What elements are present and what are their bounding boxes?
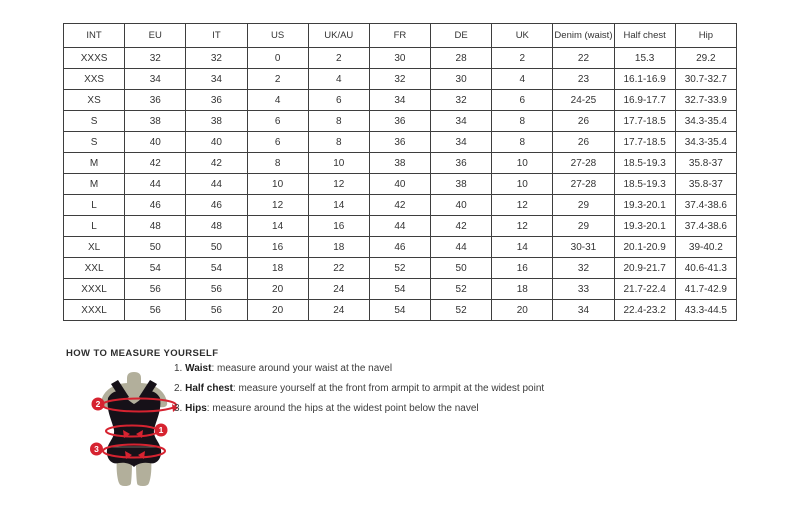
- step-term: Half chest: [185, 383, 233, 394]
- size-cell: 44: [125, 174, 186, 195]
- size-row: [64, 258, 737, 279]
- size-cell: 46: [125, 195, 186, 216]
- size-cell: XXXL: [64, 279, 125, 300]
- size-cell: 30-31: [553, 237, 614, 258]
- size-cell: 8: [308, 132, 369, 153]
- size-cell: XL: [64, 237, 125, 258]
- size-cell: 32: [369, 69, 430, 90]
- size-table: [63, 23, 737, 321]
- size-cell: 37.4-38.6: [675, 195, 736, 216]
- column-header: IT: [186, 24, 247, 48]
- size-cell: 20: [247, 279, 308, 300]
- size-cell: 28: [431, 48, 492, 69]
- size-cell: 42: [431, 216, 492, 237]
- measure-steps: [174, 363, 544, 423]
- column-header: Denim (waist): [553, 24, 614, 48]
- size-cell: 10: [492, 153, 553, 174]
- size-cell: 18: [308, 237, 369, 258]
- size-cell: 29: [553, 216, 614, 237]
- size-cell: 34: [431, 132, 492, 153]
- size-cell: 32.7-33.9: [675, 90, 736, 111]
- column-header: Hip: [675, 24, 736, 48]
- size-cell: 34: [125, 69, 186, 90]
- size-cell: 2: [308, 48, 369, 69]
- size-cell: 8: [492, 132, 553, 153]
- size-cell: 26: [553, 111, 614, 132]
- size-cell: 16.1-16.9: [614, 69, 675, 90]
- size-cell: 52: [369, 258, 430, 279]
- size-cell: 10: [492, 174, 553, 195]
- step-number: 1.: [174, 363, 186, 374]
- size-cell: L: [64, 216, 125, 237]
- size-cell: 30: [369, 48, 430, 69]
- size-cell: 24: [308, 300, 369, 321]
- size-cell: 32: [186, 48, 247, 69]
- size-cell: 46: [369, 237, 430, 258]
- size-cell: 18: [247, 258, 308, 279]
- header-row: [64, 24, 737, 48]
- size-cell: 56: [125, 279, 186, 300]
- size-cell: 34.3-35.4: [675, 111, 736, 132]
- size-cell: 24: [308, 279, 369, 300]
- size-table-head: [64, 24, 737, 48]
- size-cell: 12: [308, 174, 369, 195]
- size-row: [64, 300, 737, 321]
- size-cell: 22: [308, 258, 369, 279]
- size-cell: 38: [369, 153, 430, 174]
- step-text: : measure around the hips at the widest point below the navel: [206, 403, 479, 414]
- step-text: : measure around your waist at the navel: [211, 363, 393, 374]
- size-cell: 32: [125, 48, 186, 69]
- size-cell: 6: [308, 90, 369, 111]
- size-cell: 23: [553, 69, 614, 90]
- column-header: UK/AU: [308, 24, 369, 48]
- size-cell: 44: [186, 174, 247, 195]
- size-cell: 18.5-19.3: [614, 153, 675, 174]
- size-cell: 21.7-22.4: [614, 279, 675, 300]
- size-cell: 17.7-18.5: [614, 111, 675, 132]
- size-row: [64, 90, 737, 111]
- size-cell: 54: [369, 300, 430, 321]
- size-cell: M: [64, 174, 125, 195]
- size-cell: 12: [492, 216, 553, 237]
- size-cell: 12: [492, 195, 553, 216]
- size-cell: 56: [125, 300, 186, 321]
- size-cell: 40: [369, 174, 430, 195]
- column-header: UK: [492, 24, 553, 48]
- size-cell: 40: [186, 132, 247, 153]
- size-row: [64, 237, 737, 258]
- size-cell: 10: [308, 153, 369, 174]
- size-cell: 20.9-21.7: [614, 258, 675, 279]
- size-cell: 8: [308, 111, 369, 132]
- size-cell: 8: [492, 111, 553, 132]
- size-cell: XXXL: [64, 300, 125, 321]
- size-cell: 39-40.2: [675, 237, 736, 258]
- column-header: INT: [64, 24, 125, 48]
- size-cell: 14: [492, 237, 553, 258]
- size-cell: 8: [247, 153, 308, 174]
- size-cell: 54: [125, 258, 186, 279]
- measure-step: [174, 403, 544, 415]
- size-cell: 32: [553, 258, 614, 279]
- size-cell: 18: [492, 279, 553, 300]
- size-cell: XXL: [64, 258, 125, 279]
- badge-hips-label: 3: [94, 444, 99, 454]
- size-cell: 34: [553, 300, 614, 321]
- size-row: [64, 216, 737, 237]
- size-cell: 10: [247, 174, 308, 195]
- size-cell: 22: [553, 48, 614, 69]
- size-cell: 44: [431, 237, 492, 258]
- column-header: Half chest: [614, 24, 675, 48]
- mannequin-neck: [127, 372, 141, 386]
- size-cell: 19.3-20.1: [614, 216, 675, 237]
- size-cell: 42: [125, 153, 186, 174]
- size-cell: L: [64, 195, 125, 216]
- size-row: [64, 69, 737, 90]
- size-cell: 48: [186, 216, 247, 237]
- size-cell: 40: [431, 195, 492, 216]
- size-cell: 30.7-32.7: [675, 69, 736, 90]
- size-cell: 0: [247, 48, 308, 69]
- size-cell: XXXS: [64, 48, 125, 69]
- size-cell: S: [64, 132, 125, 153]
- size-cell: 20: [492, 300, 553, 321]
- size-cell: 34: [369, 90, 430, 111]
- size-cell: 20.1-20.9: [614, 237, 675, 258]
- size-cell: 38: [125, 111, 186, 132]
- size-cell: 37.4-38.6: [675, 216, 736, 237]
- size-cell: 50: [431, 258, 492, 279]
- size-cell: 26: [553, 132, 614, 153]
- step-term: Hips: [185, 403, 207, 414]
- size-row: [64, 153, 737, 174]
- size-row: [64, 195, 737, 216]
- size-cell: 35.8-37: [675, 153, 736, 174]
- size-cell: 18.5-19.3: [614, 174, 675, 195]
- size-cell: 24-25: [553, 90, 614, 111]
- size-table-body: [64, 48, 737, 321]
- size-cell: 30: [431, 69, 492, 90]
- size-cell: 56: [186, 279, 247, 300]
- size-cell: 54: [186, 258, 247, 279]
- size-cell: 22.4-23.2: [614, 300, 675, 321]
- column-header: FR: [369, 24, 430, 48]
- size-cell: 19.3-20.1: [614, 195, 675, 216]
- size-cell: 20: [247, 300, 308, 321]
- size-cell: 34: [186, 69, 247, 90]
- size-row: [64, 174, 737, 195]
- size-row: [64, 279, 737, 300]
- size-cell: M: [64, 153, 125, 174]
- size-cell: 35.8-37: [675, 174, 736, 195]
- size-cell: 2: [492, 48, 553, 69]
- size-cell: 4: [247, 90, 308, 111]
- size-cell: 6: [247, 111, 308, 132]
- size-cell: 54: [369, 279, 430, 300]
- size-row: [64, 132, 737, 153]
- column-header: EU: [125, 24, 186, 48]
- size-cell: 56: [186, 300, 247, 321]
- size-cell: S: [64, 111, 125, 132]
- step-number: 2.: [174, 383, 186, 394]
- size-cell: 32: [431, 90, 492, 111]
- size-cell: 44: [369, 216, 430, 237]
- size-cell: 17.7-18.5: [614, 132, 675, 153]
- size-cell: XXS: [64, 69, 125, 90]
- size-cell: 52: [431, 300, 492, 321]
- size-cell: 16: [247, 237, 308, 258]
- size-cell: 16: [492, 258, 553, 279]
- size-cell: 27-28: [553, 174, 614, 195]
- size-cell: 33: [553, 279, 614, 300]
- size-cell: 15.3: [614, 48, 675, 69]
- column-header: DE: [431, 24, 492, 48]
- size-cell: XS: [64, 90, 125, 111]
- size-cell: 41.7-42.9: [675, 279, 736, 300]
- size-row: [64, 48, 737, 69]
- size-cell: 38: [186, 111, 247, 132]
- size-cell: 27-28: [553, 153, 614, 174]
- size-cell: 36: [369, 132, 430, 153]
- size-cell: 34: [431, 111, 492, 132]
- step-number: 3.: [174, 403, 186, 414]
- size-cell: 48: [125, 216, 186, 237]
- size-cell: 2: [247, 69, 308, 90]
- badge-waist-label: 1: [158, 425, 164, 435]
- size-cell: 42: [369, 195, 430, 216]
- size-cell: 34.3-35.4: [675, 132, 736, 153]
- size-cell: 42: [186, 153, 247, 174]
- measure-step: [174, 383, 544, 395]
- size-cell: 4: [492, 69, 553, 90]
- size-row: [64, 111, 737, 132]
- size-cell: 36: [369, 111, 430, 132]
- column-header: US: [247, 24, 308, 48]
- size-cell: 52: [431, 279, 492, 300]
- size-cell: 38: [431, 174, 492, 195]
- size-cell: 6: [492, 90, 553, 111]
- size-cell: 16.9-17.7: [614, 90, 675, 111]
- measure-step: [174, 363, 544, 375]
- size-cell: 12: [247, 195, 308, 216]
- size-cell: 40: [125, 132, 186, 153]
- size-cell: 46: [186, 195, 247, 216]
- step-text: : measure yourself at the front from armpit to armpit at the widest point: [232, 383, 545, 394]
- size-cell: 14: [308, 195, 369, 216]
- size-cell: 36: [125, 90, 186, 111]
- size-cell: 29: [553, 195, 614, 216]
- size-cell: 40.6-41.3: [675, 258, 736, 279]
- size-cell: 36: [186, 90, 247, 111]
- size-cell: 29.2: [675, 48, 736, 69]
- size-cell: 6: [247, 132, 308, 153]
- size-cell: 43.3-44.5: [675, 300, 736, 321]
- size-cell: 16: [308, 216, 369, 237]
- size-cell: 14: [247, 216, 308, 237]
- badge-half-chest-label: 2: [95, 399, 101, 409]
- size-cell: 4: [308, 69, 369, 90]
- step-term: Waist: [185, 363, 212, 374]
- size-cell: 36: [431, 153, 492, 174]
- measure-title: HOW TO MEASURE YOURSELF: [66, 348, 219, 359]
- size-cell: 50: [186, 237, 247, 258]
- size-cell: 50: [125, 237, 186, 258]
